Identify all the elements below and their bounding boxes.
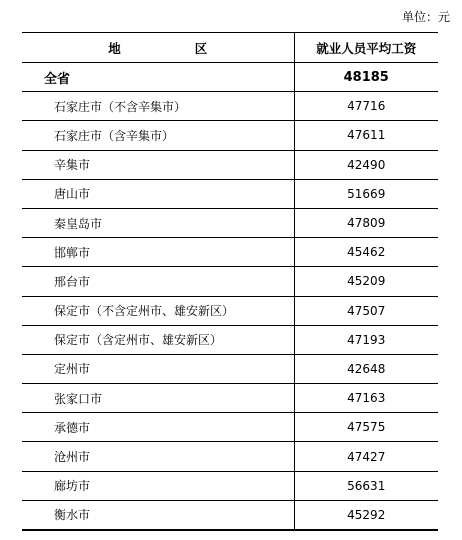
region-cell: 辛集市 bbox=[22, 150, 294, 179]
table-row-province bbox=[22, 63, 438, 92]
wage-cell: 47507 bbox=[294, 296, 438, 325]
wage-cell: 56631 bbox=[294, 471, 438, 500]
wage-cell: 47575 bbox=[294, 413, 438, 442]
table-row bbox=[22, 296, 438, 325]
table-row bbox=[22, 384, 438, 413]
table-row bbox=[22, 442, 438, 471]
wage-cell: 47163 bbox=[294, 384, 438, 413]
wage-cell: 42490 bbox=[294, 150, 438, 179]
wage-cell: 47193 bbox=[294, 325, 438, 354]
header-wage: 就业人员平均工资 bbox=[294, 33, 438, 63]
wage-cell: 47427 bbox=[294, 442, 438, 471]
wage-cell: 45292 bbox=[294, 500, 438, 529]
region-cell: 张家口市 bbox=[22, 384, 294, 413]
region-cell: 保定市（不含定州市、雄安新区） bbox=[22, 296, 294, 325]
region-cell: 邯郸市 bbox=[22, 238, 294, 267]
region-cell: 定州市 bbox=[22, 354, 294, 383]
region-cell: 保定市（含定州市、雄安新区） bbox=[22, 325, 294, 354]
wage-cell: 47809 bbox=[294, 208, 438, 237]
wage-cell: 42648 bbox=[294, 354, 438, 383]
header-region-char-2: 区 bbox=[194, 40, 208, 56]
table-row bbox=[22, 179, 438, 208]
wage-cell: 45462 bbox=[294, 238, 438, 267]
region-cell: 衡水市 bbox=[22, 500, 294, 529]
region-cell: 廊坊市 bbox=[22, 471, 294, 500]
wage-cell: 47716 bbox=[294, 92, 438, 121]
table-row bbox=[22, 121, 438, 150]
table-row bbox=[22, 150, 438, 179]
table-row bbox=[22, 267, 438, 296]
wage-table bbox=[22, 32, 438, 531]
table-row bbox=[22, 500, 438, 529]
wage-cell: 47611 bbox=[294, 121, 438, 150]
region-cell: 全省 bbox=[22, 63, 294, 92]
region-cell: 沧州市 bbox=[22, 442, 294, 471]
table-row bbox=[22, 471, 438, 500]
table-row bbox=[22, 92, 438, 121]
region-cell: 邢台市 bbox=[22, 267, 294, 296]
header-region-char-1: 地 bbox=[108, 40, 121, 56]
region-cell: 承德市 bbox=[22, 413, 294, 442]
table-row bbox=[22, 413, 438, 442]
table-row bbox=[22, 238, 438, 267]
wage-cell: 45209 bbox=[294, 267, 438, 296]
table-row bbox=[22, 354, 438, 383]
table-row bbox=[22, 208, 438, 237]
table-row bbox=[22, 325, 438, 354]
region-cell: 秦皇岛市 bbox=[22, 208, 294, 237]
table-header bbox=[22, 33, 438, 63]
region-cell: 石家庄市（不含辛集市） bbox=[22, 92, 294, 121]
region-cell: 唐山市 bbox=[22, 179, 294, 208]
header-region bbox=[22, 33, 294, 63]
wage-cell: 48185 bbox=[294, 63, 438, 92]
wage-cell: 51669 bbox=[294, 179, 438, 208]
header-row bbox=[22, 33, 438, 63]
region-cell: 石家庄市（含辛集市） bbox=[22, 121, 294, 150]
unit-label: 单位：元 bbox=[401, 10, 450, 24]
